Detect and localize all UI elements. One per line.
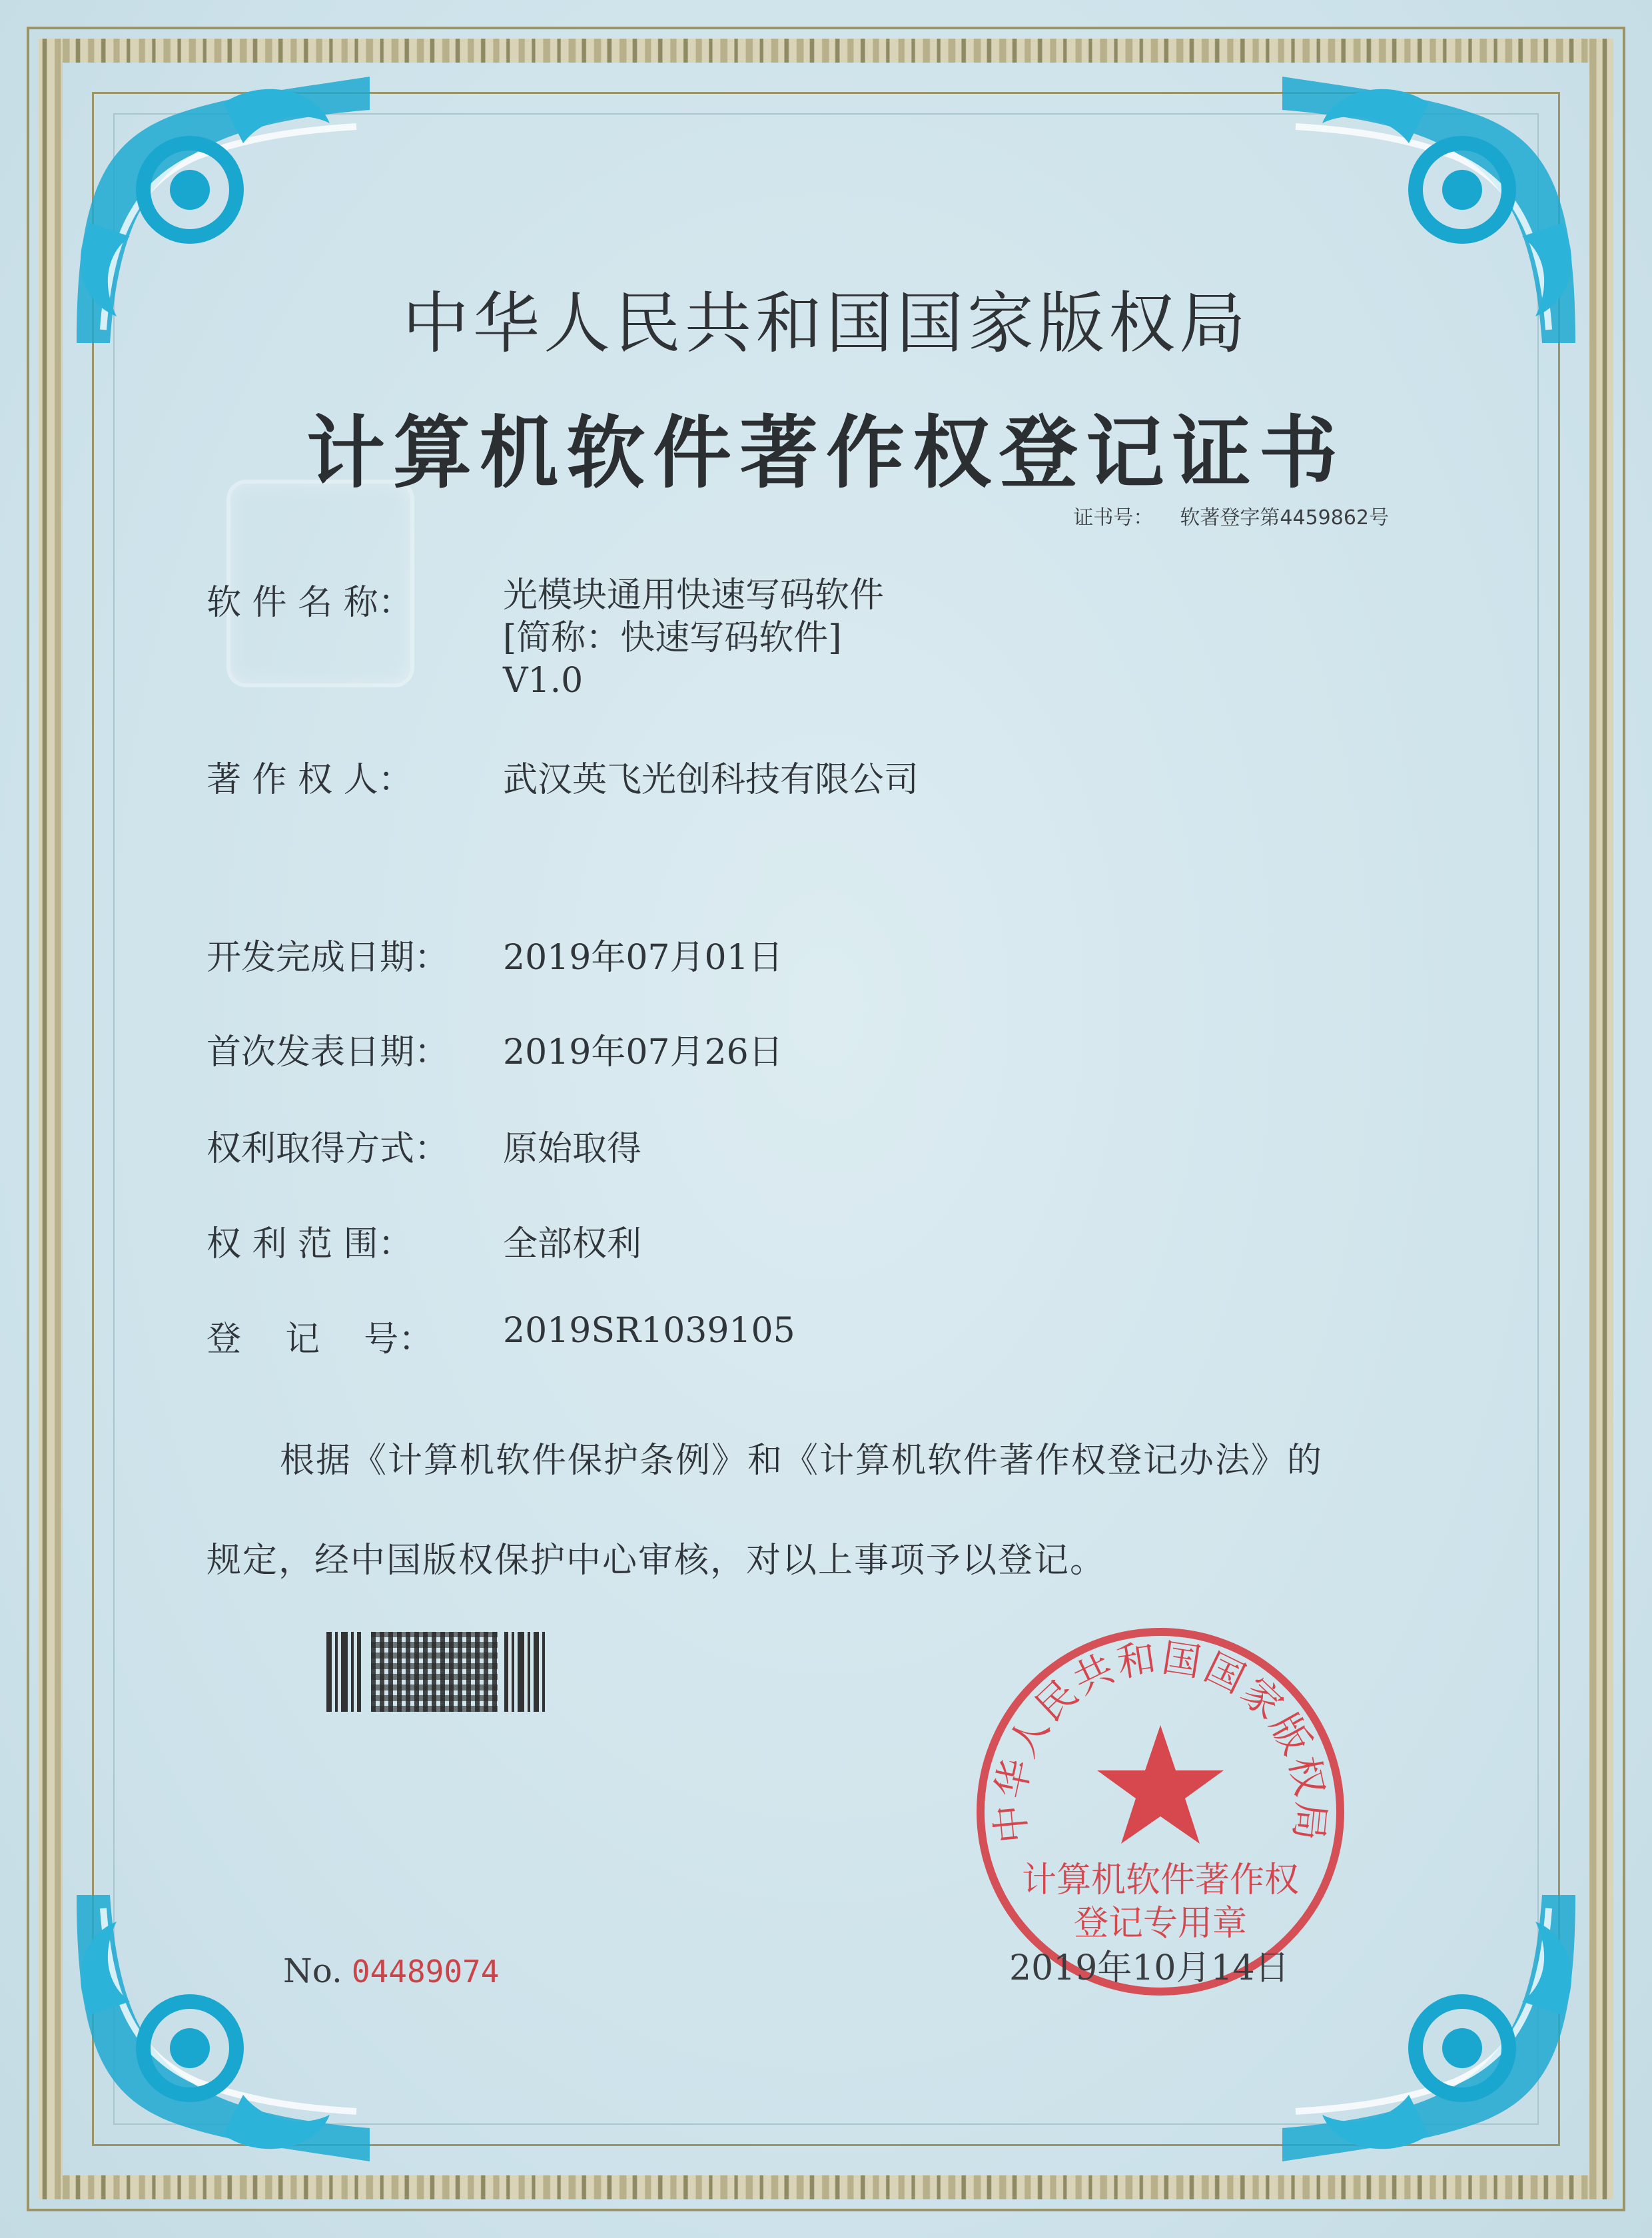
field-value: 全部权利 bbox=[503, 1224, 642, 1264]
issuer-title: 中华人民共和国国家版权局 bbox=[402, 284, 1250, 362]
issue-date: 2019年10月14日 bbox=[1009, 1948, 1290, 1988]
software-short-name-line: [简称：快速写码软件] bbox=[503, 618, 842, 658]
field-completion-date bbox=[206, 929, 783, 979]
field-label: 权 利 范 围： bbox=[206, 1224, 413, 1264]
seal-line-1: 计算机软件著作权 bbox=[1021, 1860, 1300, 1900]
barcode-qr-code bbox=[326, 1632, 556, 1712]
field-label: 著 作 权 人： bbox=[206, 760, 413, 800]
field-value bbox=[503, 574, 884, 702]
certificate-number bbox=[1073, 501, 1389, 530]
field-rights-scope bbox=[206, 1216, 642, 1266]
field-software-name bbox=[206, 574, 885, 701]
field-value: 2019年07月01日 bbox=[503, 938, 783, 978]
field-value: 原始取得 bbox=[503, 1129, 642, 1169]
field-label: 权利取得方式： bbox=[206, 1129, 450, 1169]
field-value: 武汉英飞光创科技有限公司 bbox=[503, 760, 919, 800]
field-acquisition-method bbox=[206, 1120, 642, 1170]
seal-line-2: 登记专用章 bbox=[1073, 1904, 1248, 1944]
field-value: 2019SR1039105 bbox=[503, 1311, 795, 1351]
serial-label: No. bbox=[283, 1952, 342, 1990]
field-first-publish-date bbox=[206, 1024, 783, 1074]
software-version-line: V1.0 bbox=[503, 661, 584, 701]
certificate-title: 计算机软件著作权登记证书 bbox=[306, 406, 1346, 499]
field-label: 软 件 名 称： bbox=[206, 583, 413, 623]
certificate-number-label: 证书号： bbox=[1073, 506, 1154, 530]
field-label: 开发完成日期： bbox=[206, 938, 450, 978]
field-registration-number bbox=[206, 1311, 795, 1361]
serial-number bbox=[283, 1952, 499, 1990]
seal-ring-text: 中华人民共和国国家版权局 bbox=[987, 1635, 1334, 1846]
statement-line-1: 根据《计算机软件保护条例》和《计算机软件著作权登记办法》的 bbox=[280, 1441, 1324, 1481]
corner-ornament-bottom-left bbox=[63, 1882, 383, 2175]
field-label: 登 记 号： bbox=[206, 1319, 434, 1359]
software-name-line: 光模块通用快速写码软件 bbox=[503, 575, 885, 615]
serial-value: 04489074 bbox=[351, 1954, 500, 1990]
field-label: 首次发表日期： bbox=[206, 1032, 450, 1072]
field-copyright-owner bbox=[206, 751, 919, 801]
certificate-number-value: 软著登字第4459862号 bbox=[1180, 506, 1389, 530]
field-value: 2019年07月26日 bbox=[503, 1032, 783, 1072]
statement-line-2: 规定，经中国版权保护中心审核，对以上事项予以登记。 bbox=[206, 1541, 1106, 1581]
